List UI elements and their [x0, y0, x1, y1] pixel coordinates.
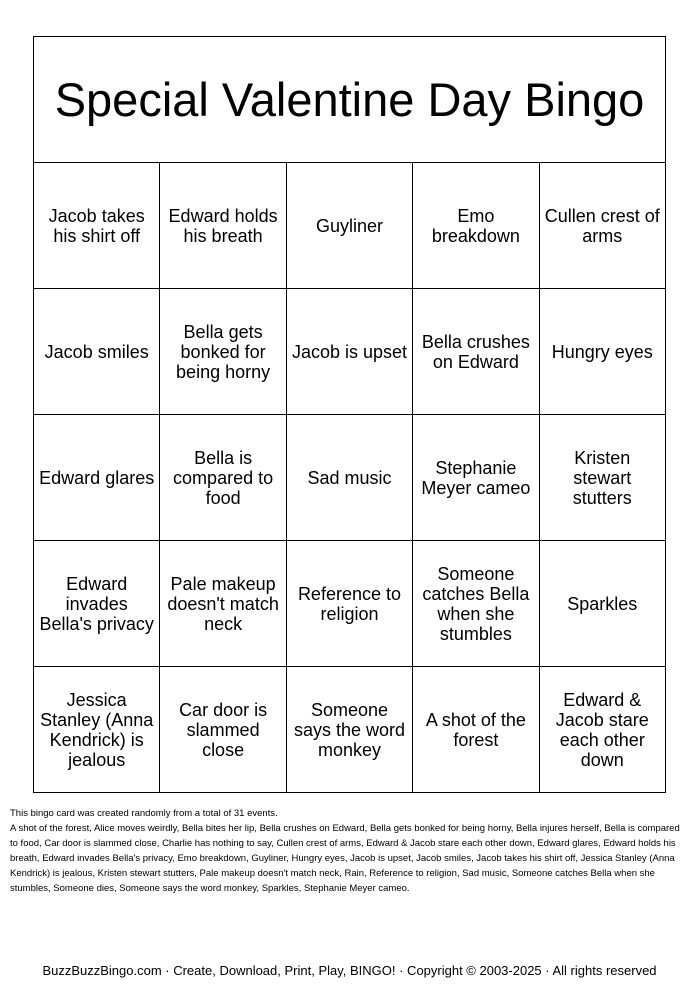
bingo-cell: Jacob takes his shirt off — [34, 163, 160, 289]
bingo-cell: Stephanie Meyer cameo — [413, 415, 539, 541]
bingo-cell: Reference to religion — [286, 541, 412, 667]
bingo-cell: Guyliner — [286, 163, 412, 289]
bingo-cell: Cullen crest of arms — [539, 163, 665, 289]
card-row — [34, 415, 666, 541]
bingo-cell: Jacob is upset — [286, 289, 412, 415]
bingo-cell: Pale makeup doesn't match neck — [160, 541, 286, 667]
bingo-cell: Jessica Stanley (Anna Kendrick) is jealous — [34, 667, 160, 793]
card-row — [34, 163, 666, 289]
card-row — [34, 541, 666, 667]
bingo-cell: Edward & Jacob stare each other down — [539, 667, 665, 793]
bingo-cell: Sparkles — [539, 541, 665, 667]
card-title: Special Valentine Day Bingo — [34, 37, 666, 163]
bingo-cell: Bella gets bonked for being horny — [160, 289, 286, 415]
bingo-cell: Emo breakdown — [413, 163, 539, 289]
bingo-cell: Edward holds his breath — [160, 163, 286, 289]
bingo-cell: Kristen stewart stutters — [539, 415, 665, 541]
bingo-cell: Edward invades Bella's privacy — [34, 541, 160, 667]
site-footer: BuzzBuzzBingo.com · Create, Download, Print, Play, BINGO! · Copyright © 2003-2025 · All rights reserved — [42, 963, 657, 978]
card-row — [34, 667, 666, 793]
bingo-cell: Jacob smiles — [34, 289, 160, 415]
bingo-cell: Someone catches Bella when she stumbles — [413, 541, 539, 667]
bingo-cell: A shot of the forest — [413, 667, 539, 793]
bingo-card — [33, 36, 666, 793]
bingo-cell: Edward glares — [34, 415, 160, 541]
bingo-cell: Hungry eyes — [539, 289, 665, 415]
bingo-cell: Someone says the word monkey — [286, 667, 412, 793]
bingo-cell: Bella crushes on Edward — [413, 289, 539, 415]
bingo-cell: Bella is compared to food — [160, 415, 286, 541]
card-info — [10, 806, 690, 896]
bingo-cell: Sad music — [286, 415, 412, 541]
card-row — [34, 289, 666, 415]
bingo-cell: Car door is slammed close — [160, 667, 286, 793]
card-summary: This bingo card was created randomly from a total of 31 events. — [10, 808, 278, 819]
event-list: A shot of the forest, Alice moves weirdly, Bella bites her lip, Bella crushes on Edward, Bella gets bonked for being horny, Bella injures herself, Bella is compared to food, Car door is slammed close, Charlie has nothing to say, Cullen crest of arms, Edward & Jacob stare each other down, Edward glares, Edward holds his breath, Edward invades Bella's privacy, Emo breakdown, Guyliner, Hungry eyes, Jacob is upset, Jacob smiles, Jacob takes his shirt off, Jessica Stanley (Anna Kendrick) is jealous, Kristen stewart stutters, Pale makeup doesn't match neck, Rain, Reference to religion, Sad music, Someone catches Bella when she stumbles, Someone dies, Someone says the word monkey, Sparkles, Stephanie Meyer cameo. — [10, 823, 680, 894]
